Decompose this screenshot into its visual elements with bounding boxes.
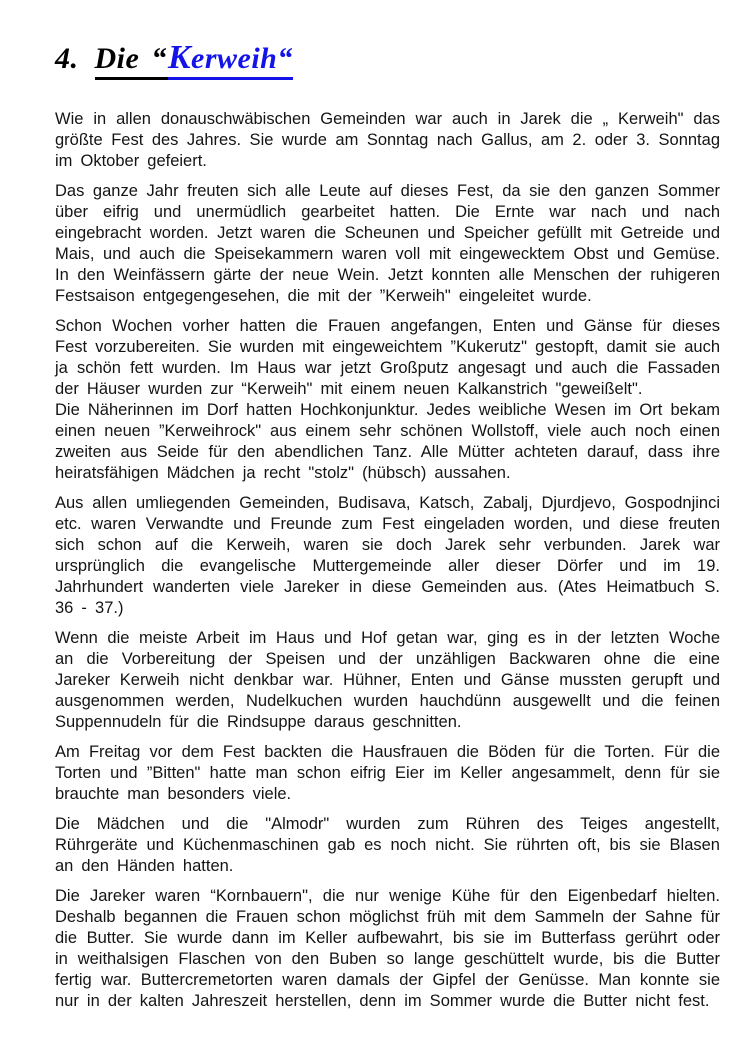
paragraph-preparations: Schon Wochen vorher hatten die Frauen angefangen, Enten und Gänse für dieses Fest vorzubereiten. Sie wurden mit eingeweichtem ”Kukerutz" gestopft, damit sie auch ja schön fett wurden. Im Haus war jetzt Großputz angesagt und auch die Fassaden der Häuser wurden zur “Kerweih" mit einem neuen Kalkanstrich "geweißelt".	[55, 317, 720, 399]
page-title	[55, 38, 720, 77]
paragraph-friday-baking: Am Freitag vor dem Fest backten die Hausfrauen die Böden für die Torten. Für die Torten und ”Bitten" hatte man schon eifrig Eier im Keller angesammelt, denn für sie brauchte man besonders viele.	[55, 743, 720, 804]
paragraph-cooking: Wenn die meiste Arbeit im Haus und Hof getan war, ging es in der letzten Woche an die Vorbereitung der Speisen und der unzähligen Backwaren ohne die eine Jareker Kerweih nicht denkbar war. Hühner, Enten und Gänse mussten gerupft und ausgenommen werden, Nudelkuchen wurden hauchdünn ausgewellt und die feinen Suppennudeln für die Rindsuppe daraus geschnitten.	[55, 629, 720, 732]
paragraph-dough-stirring: Die Mädchen und die "Almodr" wurden zum Rühren des Teiges angestellt, Rührgeräte und Küchenmaschinen gab es noch nicht. Sie rührten oft, bis sie Blasen an den Händen hatten.	[55, 815, 720, 876]
title-open-quote: “	[151, 42, 167, 75]
paragraph-guests: Aus allen umliegenden Gemeinden, Budisava, Katsch, Zabalj, Djurdjevo, Gospodnjinci etc. waren Verwandte und Freunde zum Fest eingeladen worden, und diese freuten sich schon auf die Kerweih, waren sie doch Jarek sehr verbunden. Jarek war ursprünglich die evangelische Muttergemeinde aller dieser Dörfer und im 19. Jahrhundert wanderten viele Jareker in diese Gemeinden aus. (Ates Heimatbuch S. 36 - 37.)	[55, 494, 720, 618]
paragraph-butter: Die Jareker waren “Kornbauern", die nur wenige Kühe für den Eigenbedarf hielten. Deshalb begannen die Frauen schon möglichst früh mit dem Sammeln der Sahne für die Butter. Sie wurde dann im Keller aufbewahrt, bis sie im Butterfass gerührt oder in weithalsigen Flaschen von den Buben so lange geschüttelt wurde, bis die Butter fertig war. Buttercremetorten waren damals der Gipfel der Genüsse. Man konnte sie nur in der kalten Jahreszeit herstellen, denn im Sommer wurde die Butter nicht fest.	[55, 887, 720, 1011]
paragraph-intro: Wie in allen donauschwäbischen Gemeinden war auch in Jarek die „ Kerweih" das größte Fest des Jahres. Sie wurde am Sonntag nach Gallus, am 2. oder 3. Sonntag im Oktober gefeiert.	[55, 110, 720, 171]
text-column	[55, 109, 720, 1012]
title-close-quote: “	[277, 42, 293, 75]
paragraph-harvest: Das ganze Jahr freuten sich alle Leute auf dieses Fest, da sie den ganzen Sommer über eifrig und unermüdlich gearbeitet hatten. Die Ernte war nach und nach eingebracht worden. Jetzt waren die Scheunen und Speicher gefüllt mit Getreide und Mais, und auch die Speisekammern waren voll mit eingewecktem Obst und Gemüse. In den Weinfässern gärte der neue Wein. Jetzt konnten alle Menschen der ruhigeren Festsaison entgegengesehen, die mit der ”Kerweih" eingeleitet wurde.	[55, 182, 720, 306]
title-kerweih-initial: K	[167, 39, 192, 76]
title-section-number: 4.	[55, 42, 79, 75]
title-word-kerweih: Kerweih“	[168, 42, 293, 80]
paragraph-seamstresses: Die Näherinnen im Dorf hatten Hochkonjunktur. Jedes weibliche Wesen im Ort bekam einen neuen ”Kerweihrock" aus einem sehr schönen Wollstoff, viele auch noch einen zweiten aus Seide für den abendlichen Tanz. Alle Mütter achteten darauf, dass ihre heiratsfähigen Mädchen ja recht "stolz" (hübsch) aussahen.	[55, 401, 720, 483]
title-word-die: Die “	[95, 42, 168, 80]
